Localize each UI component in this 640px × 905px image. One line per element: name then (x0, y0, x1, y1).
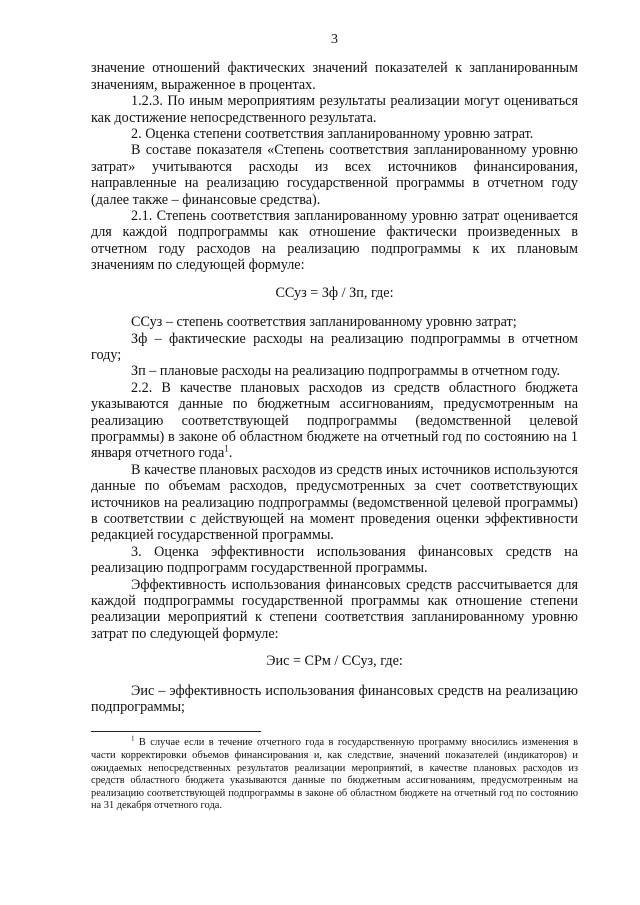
definition-eis: Эис – эффективность использования финансовых средств на реализацию подпрограммы; (91, 682, 578, 716)
page-number: 3 (331, 32, 338, 47)
paragraph-1-2-3: 1.2.3. По иным мероприятиям результаты реализации могут оцениваться как достижение непосредственного результата. (91, 93, 578, 126)
formula-eis: Эис = СРм / ССуз, где: (266, 653, 403, 670)
paragraph-2-2-text: 2.2. В качестве плановых расходов из средств областного бюджета указываются данные по бюджетным ассигнованиям, предусмотренным на реализацию соответствующей подпрограммы (ведомственной целевой программы) в законе об областном бюджете на отчетный год по состоянию на 1 января отчетного года (91, 379, 578, 462)
formula-ssuz: ССуз = Зф / Зп, где: (275, 284, 394, 301)
footnote-text: В случае если в течение отчетного года в государственную программу вносились изменения в части корректировки объемов финансирования и, как следствие, значений показателей (индикаторов) и ожидаемых непосредственных результатов реализации мероприятий, в качестве плановых расходов из средств областного бюджета указываются данные по бюджетным ассигнованиям, предусмотренным на реализацию соответствующей подпрограммы в законе об областном бюджете на отчетный год по состоянию на 31 декабря отчетного года. (91, 737, 578, 812)
definition-zf: Зф – фактические расходы на реализацию подпрограммы в отчетном году; (91, 330, 578, 363)
paragraph-continuation: значение отношений фактических значений показателей к запланированным значениям, выраженное в процентах. (91, 60, 578, 93)
section-heading-3: 3. Оценка эффективности использования финансовых средств на реализацию подпрограмм государственной программы. (91, 543, 578, 577)
paragraph-2-2 (91, 380, 578, 462)
section-heading-2: 2. Оценка степени соответствия запланированному уровню затрат. (131, 126, 534, 143)
footnote-mark: 1 (131, 734, 135, 743)
footnote (91, 734, 578, 813)
paragraph-indicator-composition: В составе показателя «Степень соответствия запланированному уровню затрат» учитываются расходы из всех источников финансирования, направленные на реализацию государственной программы в отчетном году (далее также – финансовые средства). (91, 142, 578, 208)
definition-zp: Зп – плановые расходы на реализацию подпрограммы в отчетном году. (131, 363, 561, 380)
paragraph-2-1: 2.1. Степень соответствия запланированному уровню затрат оценивается для каждой подпрограммы как отношение фактически произведенных в отчетном году расходов на реализацию подпрограммы к их плановым значениям по следующей формуле: (91, 208, 578, 274)
footnote-reference[interactable]: 1 (224, 443, 229, 454)
definition-ssuz: ССуз – степень соответствия запланированному уровню затрат; (131, 314, 517, 331)
footnote-separator (91, 731, 261, 732)
paragraph-efficiency: Эффективность использования финансовых средств рассчитывается для каждой подпрограммы государственной программы как отношение степени реализации мероприятий к степени соответствия запланированному уровню затрат по следующей формуле: (91, 576, 578, 642)
paragraph-other-sources: В качестве плановых расходов из средств иных источников используются данные по объемам расходов, предусмотренных за счет соответствующих источников на реализацию подпрограммы (ведомственной целевой программы) в соответствии с действующей на момент проведения оценки эффективности редакцией государственной программы. (91, 461, 578, 544)
paragraph-2-2-end: . (228, 445, 233, 462)
